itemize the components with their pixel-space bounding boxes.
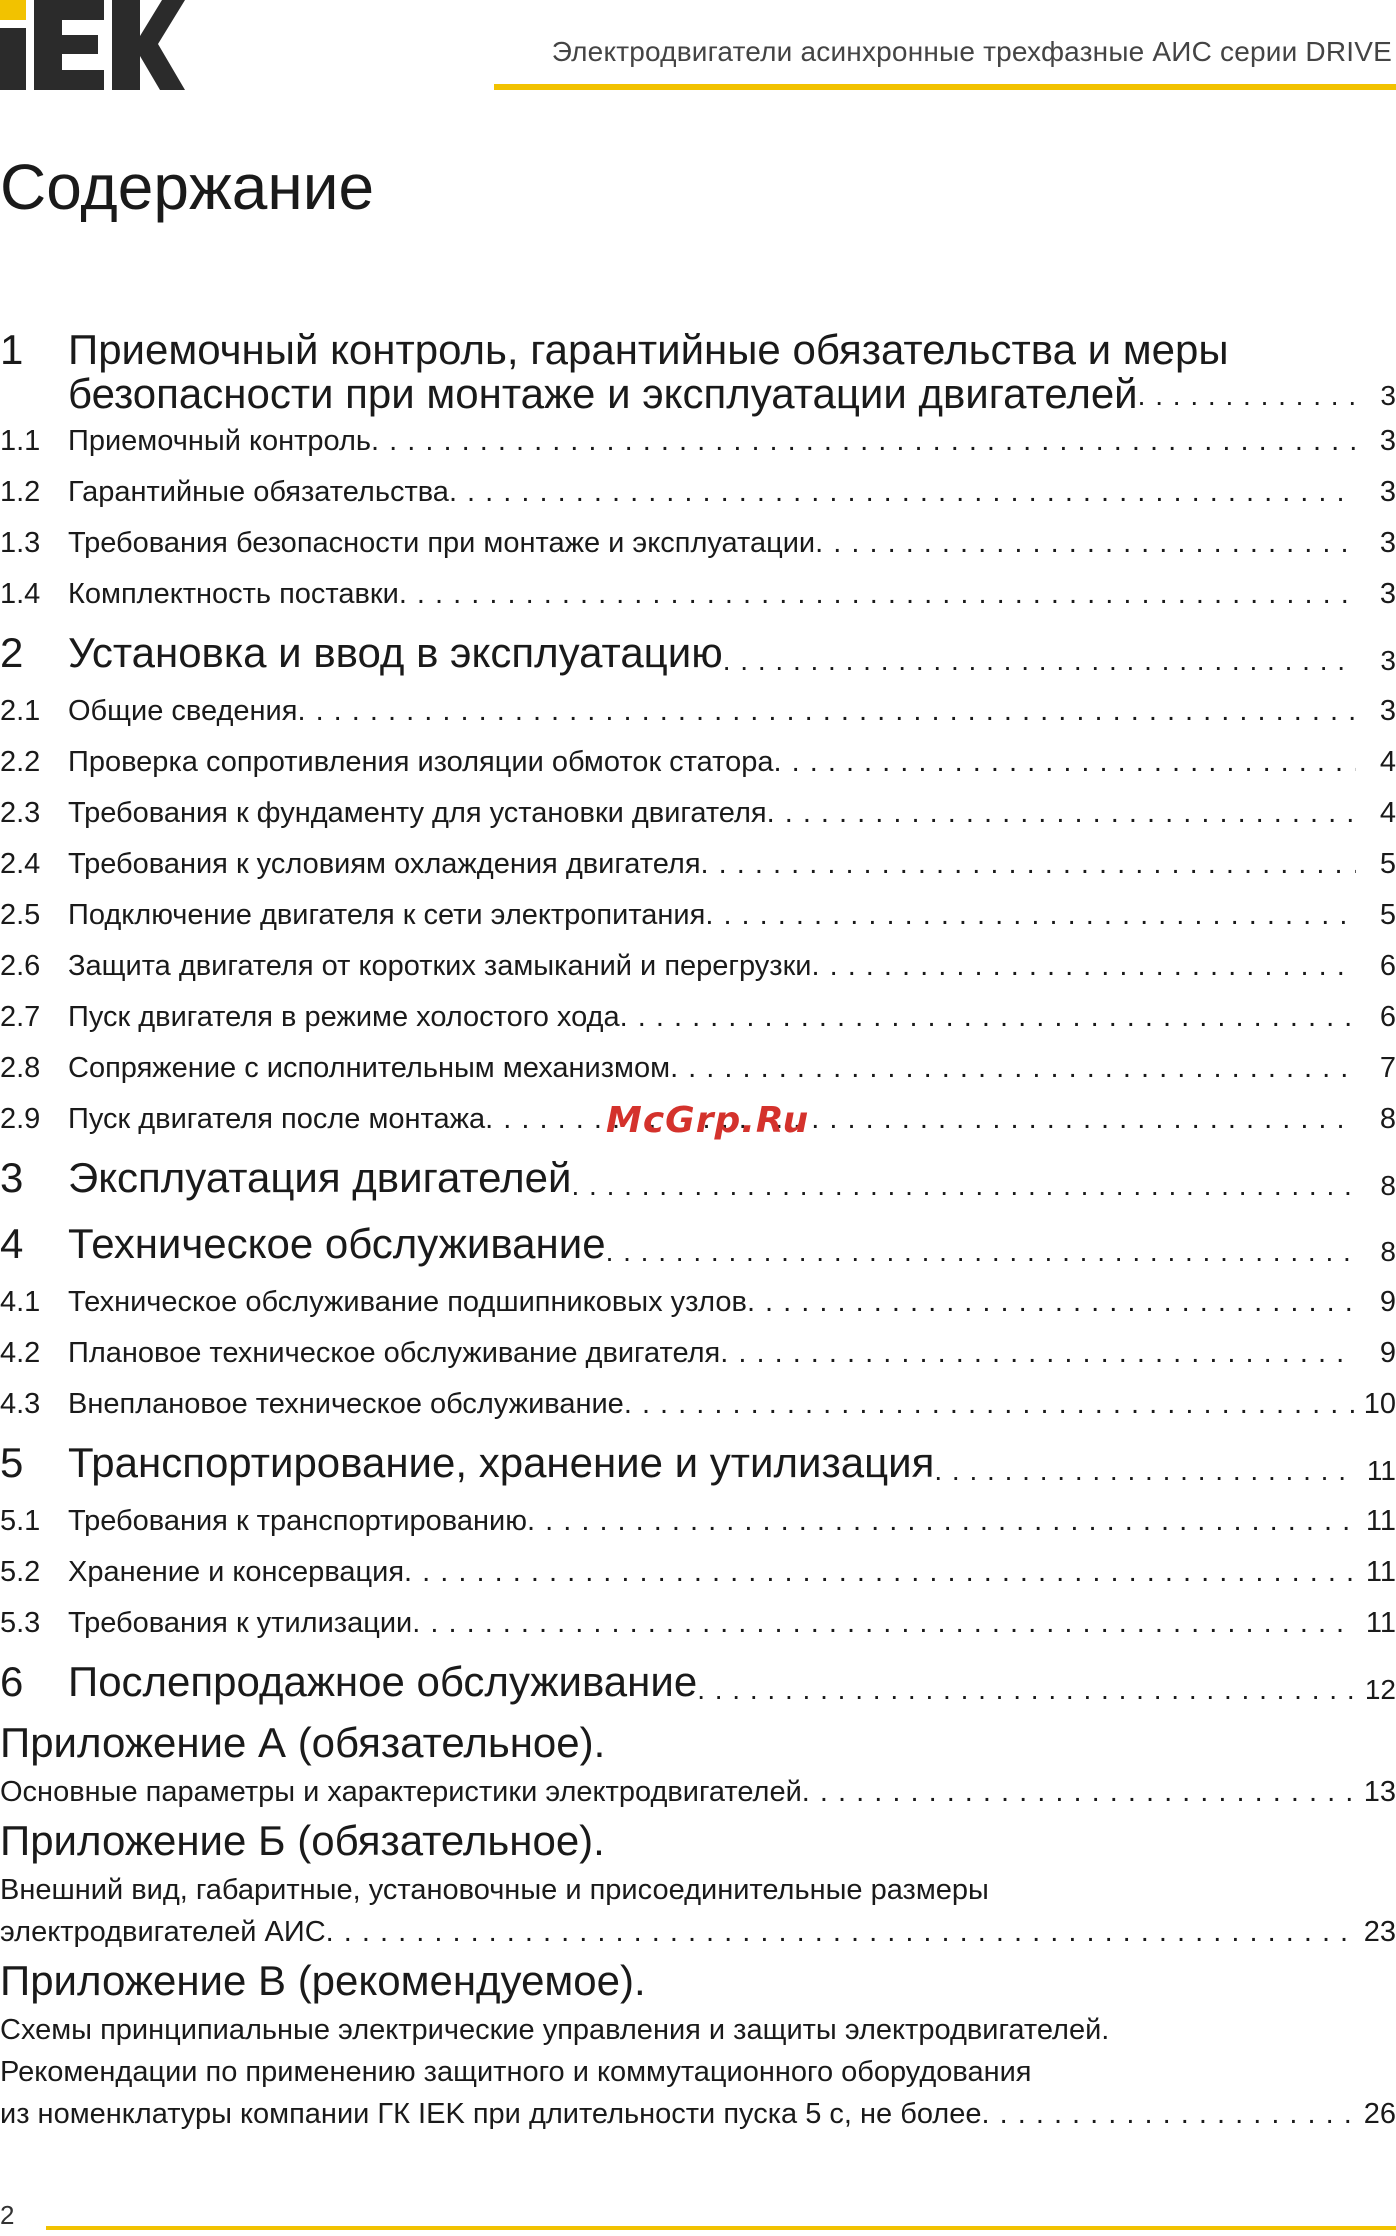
toc-page: 23 [1363,1916,1396,1948]
leader-dots [701,839,1356,890]
leader-dots [767,788,1356,839]
toc-entry-5[interactable] [0,1430,1396,1496]
appendix-description: из номенклатуры компании ГК IEK при длительности пуска 5 с, не более [0,2098,982,2130]
leader-dots [747,1277,1356,1328]
toc-entry-4-3[interactable] [0,1379,1396,1430]
toc-number: 4 [0,1220,24,1267]
leader-dots [802,1771,1356,1813]
toc-page: 9 [1379,1337,1396,1369]
toc-entry-5-1[interactable] [0,1496,1396,1547]
toc-page: 6 [1379,1001,1396,1033]
toc-label: Требования к утилизации [68,1607,413,1639]
toc-page: 3 [1380,645,1396,676]
toc-label: Установка и ввод в эксплуатацию [68,629,723,676]
toc-page: 13 [1363,1776,1396,1808]
toc-entry-4[interactable] [0,1211,1396,1277]
leader-dots [449,467,1356,518]
toc-appendix-a[interactable] [0,1715,1396,1813]
toc-number: 4.2 [0,1337,41,1369]
toc-label: Проверка сопротивления изоляции обмоток статора [68,746,774,778]
toc-label: Требования к фундаменту для установки двигателя [68,797,767,829]
leader-dots [705,890,1356,941]
toc-label: Послепродажное обслуживание [68,1658,698,1705]
toc-number: 2.7 [0,1001,41,1033]
toc-entry-1-1[interactable] [0,416,1396,467]
toc-entry-2-8[interactable] [0,1043,1396,1094]
toc-number: 2.3 [0,797,41,829]
leader-dots [670,1043,1356,1094]
toc-entry-1-4[interactable] [0,569,1396,620]
header-title: Электродвигатели асинхронные трехфазные АИС серии DRIVE [551,36,1392,67]
appendix-description: Основные параметры и характеристики электродвигателей [0,1776,802,1808]
toc-label: Плановое техническое обслуживание двигателя [68,1337,721,1369]
appendix-description: электродвигателей АИС [0,1916,326,1948]
leader-dots [297,686,1356,737]
toc-entry-2-3[interactable] [0,788,1396,839]
leader-dots [697,1665,1356,1715]
toc-label: Техническое обслуживание [68,1220,606,1267]
toc-page: 11 [1365,1556,1396,1588]
toc-number: 2.9 [0,1103,41,1135]
toc-page: 8 [1379,1103,1396,1135]
footer-rule [46,2226,1396,2230]
toc-appendix-v[interactable] [0,1953,1396,2135]
toc-label-line2: безопасности при монтаже и эксплуатации двигателей [68,370,1138,417]
toc-page: 3 [1380,380,1396,411]
toc-label: Транспортирование, хранение и утилизация [68,1439,935,1486]
iek-logo [0,0,185,90]
leader-dots [371,416,1356,467]
appendix-title: Приложение А (обязательное). [0,1719,606,1766]
appendix-title: Приложение Б (обязательное). [0,1817,605,1864]
toc-label: Хранение и консервация [68,1556,405,1588]
toc-label: Пуск двигателя после монтажа [68,1103,486,1135]
toc-label: Приемочный контроль [68,425,372,457]
toc-number: 1.1 [0,425,41,457]
toc-page: 12 [1364,1674,1396,1705]
leader-dots [606,1227,1356,1277]
page-title: Содержание [0,151,375,223]
watermark: McGrp.Ru [606,1100,810,1141]
toc-number: 2.6 [0,950,41,982]
toc-page: 3 [1379,695,1396,727]
footer-page-number: 2 [0,2200,15,2230]
toc-page: 3 [1379,527,1396,559]
appendix-description: Схемы принципиальные электрические управления и защиты электродвигателей. [0,2014,1110,2046]
toc-label: Требования к транспортированию [68,1505,527,1537]
toc-entry-4-1[interactable] [0,1277,1396,1328]
toc-page: 11 [1365,1607,1396,1639]
toc-number: 2.2 [0,746,41,778]
leader-dots [571,1161,1356,1211]
toc-entry-4-2[interactable] [0,1328,1396,1379]
toc-number: 5.2 [0,1556,41,1588]
toc-page: 8 [1380,1170,1396,1201]
toc-entry-5-3[interactable] [0,1598,1396,1649]
toc-label: Внеплановое техническое обслуживание [68,1388,624,1420]
toc-page: 6 [1379,950,1396,982]
leader-dots [981,2093,1356,2135]
leader-dots [404,1547,1356,1598]
toc-page: 3 [1379,425,1396,457]
toc-number: 4.3 [0,1388,41,1420]
toc-entry-2-7[interactable] [0,992,1396,1043]
toc-page: 5 [1379,899,1396,931]
toc-entry-3[interactable] [0,1145,1396,1211]
toc-entry-6[interactable] [0,1649,1396,1715]
toc-page: 7 [1379,1052,1396,1084]
toc-number: 1.2 [0,476,41,508]
leader-dots [720,1328,1356,1379]
toc-entry-2-5[interactable] [0,890,1396,941]
toc-number: 2 [0,629,24,676]
toc-entry-2[interactable] [0,620,1396,686]
toc-label-line1: Приемочный контроль, гарантийные обязательства и меры [68,326,1229,373]
toc-label: Требования безопасности при монтаже и эксплуатации [68,527,816,559]
toc-page: 5 [1379,848,1396,880]
toc-label: Сопряжение с исполнительным механизмом [68,1052,671,1084]
toc-label: Комплектность поставки [68,578,399,610]
toc-label: Техническое обслуживание подшипниковых узлов [68,1286,747,1318]
toc-page: 3 [1379,578,1396,610]
toc-entry-2-2[interactable] [0,737,1396,788]
leader-dots [326,1911,1356,1953]
leader-dots [527,1496,1356,1547]
toc-entry-1-3[interactable] [0,518,1396,569]
toc-page: 8 [1380,1236,1396,1267]
leader-dots [773,737,1356,788]
header-rule [494,84,1396,90]
toc-label: Гарантийные обязательства [68,476,449,508]
toc-number: 2.8 [0,1052,41,1084]
toc-label: Подключение двигателя к сети электропитания [68,899,706,931]
toc-entry-2-6[interactable] [0,941,1396,992]
leader-dots [412,1598,1356,1649]
leader-dots [1138,376,1356,416]
toc-number: 2.1 [0,695,41,727]
table-of-contents [0,320,1396,2135]
toc-entry-2-1[interactable] [0,686,1396,737]
toc-number: 5.3 [0,1607,41,1639]
toc-number: 3 [0,1154,24,1201]
toc-number: 2.4 [0,848,41,880]
toc-number: 1.4 [0,578,41,610]
toc-number: 6 [0,1658,24,1705]
toc-entry-1[interactable] [0,320,1396,416]
toc-number: 4.1 [0,1286,41,1318]
toc-page: 11 [1365,1505,1396,1537]
toc-number: 1.3 [0,527,41,559]
toc-page: 4 [1379,746,1396,778]
toc-page: 10 [1363,1388,1396,1420]
toc-number: 5.1 [0,1505,41,1537]
toc-entry-5-2[interactable] [0,1547,1396,1598]
toc-page: 4 [1379,797,1396,829]
leader-dots [811,941,1356,992]
toc-entry-2-4[interactable] [0,839,1396,890]
appendix-title: Приложение В (рекомендуемое). [0,1957,646,2004]
leader-dots [399,569,1356,620]
toc-number: 2.5 [0,899,41,931]
toc-page: 11 [1366,1455,1396,1486]
toc-label: Требования к условиям охлаждения двигателя [68,848,701,880]
toc-label: Эксплуатация двигателей [68,1154,572,1201]
leader-dots [815,518,1356,569]
toc-label: Защита двигателя от коротких замыканий и перегрузки [68,950,812,982]
toc-number: 5 [0,1439,24,1486]
leader-dots [934,1446,1356,1496]
appendix-description: Внешний вид, габаритные, установочные и присоединительные размеры [0,1874,989,1906]
toc-number: 1 [0,326,24,373]
toc-page: 3 [1379,476,1396,508]
toc-entry-1-2[interactable] [0,467,1396,518]
leader-dots [620,992,1356,1043]
toc-page: 26 [1363,2098,1396,2130]
appendix-description: Рекомендации по применению защитного и коммутационного оборудования [0,2056,1032,2088]
leader-dots [624,1379,1356,1430]
toc-label: Общие сведения [68,695,298,727]
toc-appendix-b[interactable] [0,1813,1396,1953]
leader-dots [723,636,1356,686]
toc-page: 9 [1379,1286,1396,1318]
toc-label: Пуск двигателя в режиме холостого хода [68,1001,620,1033]
